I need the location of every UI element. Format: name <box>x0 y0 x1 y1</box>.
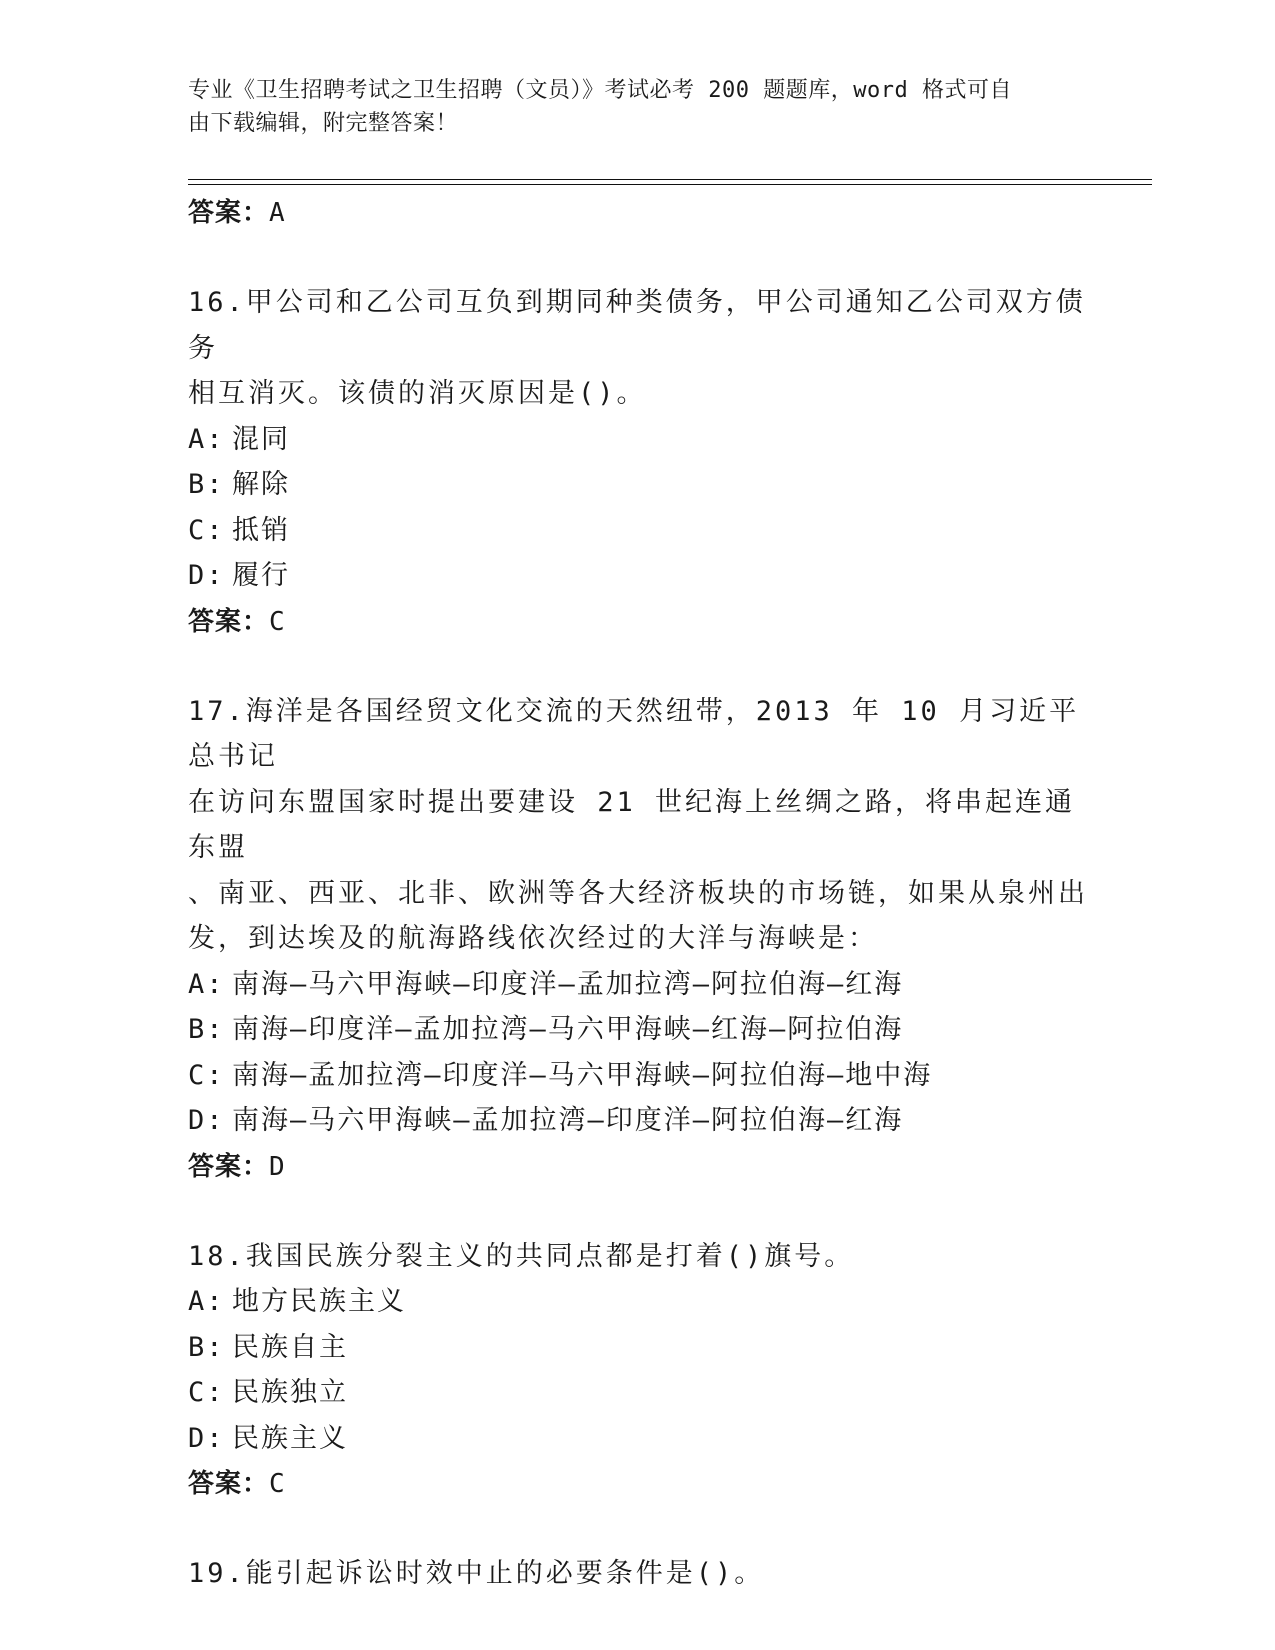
option-text: 混同 <box>232 423 290 455</box>
option-b <box>188 1007 1088 1053</box>
question-block <box>188 280 1088 645</box>
option-c <box>188 1370 1088 1416</box>
option-letter: B: <box>188 1331 225 1363</box>
option-b <box>188 462 1088 508</box>
option-a <box>188 962 1088 1008</box>
option-letter: B: <box>188 469 225 500</box>
option-letter: C: <box>188 1377 225 1408</box>
answer-line <box>188 1461 1088 1507</box>
answer-value: D <box>269 1151 286 1182</box>
answer-label: 答案： <box>188 1469 270 1499</box>
option-letter: A: <box>188 1286 225 1317</box>
option-c <box>188 508 1088 554</box>
answer-label: 答案： <box>188 1151 270 1182</box>
option-text: 民族自主 <box>232 1331 348 1363</box>
question-line: 19.能引起诉讼时效中止的必要条件是()。 <box>188 1558 765 1589</box>
option-text: 民族独立 <box>232 1377 348 1408</box>
option-text: 南海—马六甲海峡—印度洋—孟加拉湾—阿拉伯海—红海 <box>232 968 904 1000</box>
option-letter: D: <box>188 1105 225 1136</box>
option-b <box>188 1325 1088 1371</box>
option-text: 南海—印度洋—孟加拉湾—马六甲海峡—红海—阿拉伯海 <box>232 1014 904 1045</box>
question-line: 17.海洋是各国经贸文化交流的天然纽带，2013 年 10 月习近平总书记 <box>188 695 1080 772</box>
option-a <box>188 1279 1088 1325</box>
question-text <box>188 1234 1088 1280</box>
answer-line <box>188 599 1088 645</box>
option-letter: C: <box>188 514 225 546</box>
question-text <box>188 689 1088 962</box>
option-text: 地方民族主义 <box>232 1286 406 1317</box>
question-line: 相互消灭。该债的消灭原因是()。 <box>188 378 647 409</box>
question-line: 、南亚、西亚、北非、欧洲等各大经济板块的市场链，如果从泉州出 <box>188 877 1088 909</box>
option-a <box>188 417 1088 463</box>
question-text <box>188 1551 1088 1597</box>
option-letter: A: <box>188 423 225 455</box>
answer-label: 答案： <box>188 606 270 637</box>
option-text: 南海—孟加拉湾—印度洋—马六甲海峡—阿拉伯海—地中海 <box>232 1059 933 1091</box>
option-text: 南海—马六甲海峡—孟加拉湾—印度洋—阿拉伯海—红海 <box>232 1105 904 1136</box>
option-letter: B: <box>188 1014 225 1045</box>
answer-value: C <box>269 606 286 637</box>
answer-label: 答案： <box>188 198 270 228</box>
option-text: 解除 <box>232 469 290 500</box>
header-line: 由下载编辑，附完整答案！ <box>188 111 459 136</box>
question-line: 18.我国民族分裂主义的共同点都是打着()旗号。 <box>188 1240 855 1272</box>
option-letter: C: <box>188 1059 225 1091</box>
answer-value: A <box>269 198 286 228</box>
question-list <box>188 190 1088 1597</box>
answer-value: C <box>269 1469 286 1499</box>
header-divider <box>188 179 1152 180</box>
question-block <box>188 689 1088 1190</box>
header-line: 专业《卫生招聘考试之卫生招聘（文员）》考试必考 200 题题库，word 格式可自 <box>188 78 1012 103</box>
question-line: 16.甲公司和乙公司互负到期同种类债务，甲公司通知乙公司双方债务 <box>188 287 1086 364</box>
question-line: 发，到达埃及的航海路线依次经过的大洋与海峡是： <box>188 923 878 954</box>
question-line: 在访问东盟国家时提出要建设 21 世纪海上丝绸之路，将串起连通东盟 <box>188 786 1076 863</box>
option-text: 民族主义 <box>232 1422 348 1454</box>
question-block <box>188 1551 1088 1597</box>
answer-line <box>188 190 1088 236</box>
header-divider <box>188 184 1152 185</box>
option-letter: A: <box>188 968 225 1000</box>
option-letter: D: <box>188 560 225 591</box>
option-d <box>188 553 1088 599</box>
option-text: 抵销 <box>232 514 290 546</box>
option-d <box>188 1416 1088 1462</box>
option-letter: D: <box>188 1422 225 1454</box>
question-text <box>188 280 1088 417</box>
option-text: 履行 <box>232 560 290 591</box>
question-block <box>188 1234 1088 1508</box>
document-header <box>188 74 1088 140</box>
option-c <box>188 1053 1088 1099</box>
answer-line <box>188 1144 1088 1190</box>
option-d <box>188 1098 1088 1144</box>
